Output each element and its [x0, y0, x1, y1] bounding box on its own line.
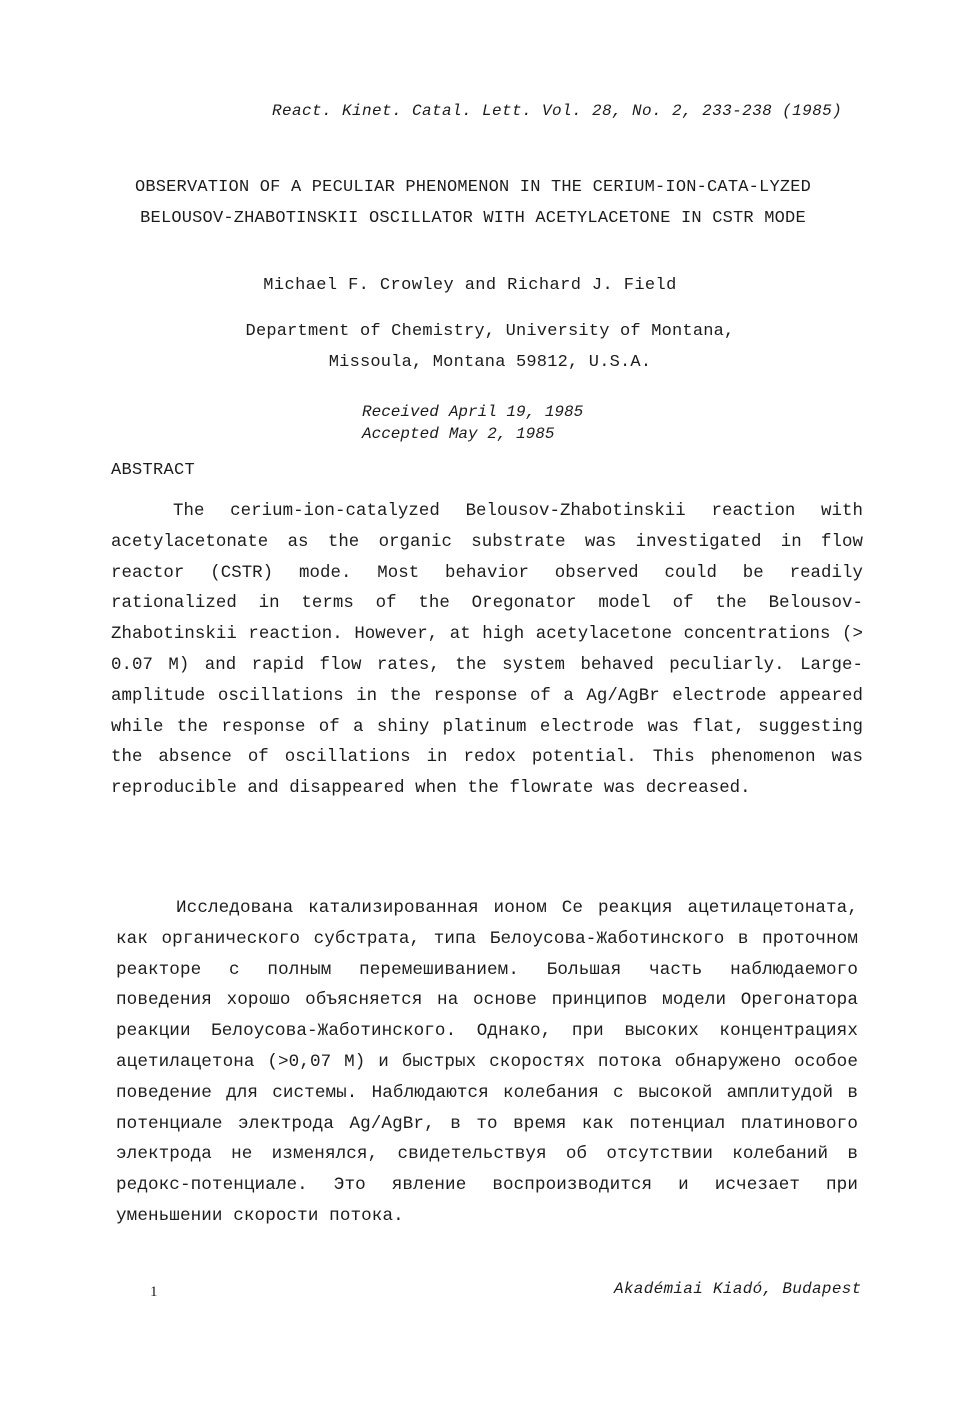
author-list: Michael F. Crowley and Richard J. Field	[263, 276, 677, 295]
received-date: April 19, 1985	[448, 403, 584, 421]
russian-abstract-body: Исследована катализированная ионом Ce реакция ацетилацетоната, как органического субстрата, типа Белоусова-Жаботинского в проточном реакторе с полным перемешиванием. Большая часть наблюдаемого поведения хорошо объясняется на основе принципов модели Орегонатора реакции Белоусова-Жаботинского. Однако, при высоких концентрациях ацетилацетона (>0,07 M) и быстрых скоростях потока обнаружено особое поведение для системы. Наблюдаются колебания с высокой амплитудой в потенциале электрода Ag/AgBr, в то время как потенциал платинового электрода не изменялся, свидетельствуя об отсутствии колебаний в редокс-потенциале. Это явление воспроизводится и исчезает при уменьшении скорости потока.	[116, 898, 858, 1226]
affiliation	[205, 316, 775, 378]
accepted-date: May 2, 1985	[448, 425, 555, 443]
received-label: Received	[362, 403, 439, 421]
page-number: 1	[150, 1284, 158, 1300]
affiliation-line-2: Missoula, Montana 59812, U.S.A.	[328, 353, 652, 372]
accepted-label: Accepted	[362, 425, 439, 443]
submission-dates	[362, 401, 593, 445]
abstract-heading: ABSTRACT	[111, 461, 196, 480]
abstract-body: The cerium-ion-catalyzed Belousov-Zhabotinskii reaction with acetylacetonate as the organic substrate was investigated in flow reactor (CSTR) mode. Most behavior observed could be readily rationalized in terms of the Oregonator model of the Belousov-Zhabotinskii reaction. However, at high acetylacetone concentrations (> 0.07 M) and rapid flow rates, the system behaved peculiarly. Large-amplitude oscillations in the response of a Ag/AgBr electrode appeared while the response of a shiny platinum electrode was flat, suggesting the absence of oscillations in redox potential. This phenomenon was reproducible and disappeared when the flowrate was decreased.	[111, 502, 863, 799]
publisher-name: Akadémiai Kiadó, Budapest	[614, 1280, 862, 1298]
journal-reference: React. Kinet. Catal. Lett. Vol. 28, No. 2, 233-238 (1985)	[272, 102, 843, 120]
paper-title: OBSERVATION OF A PECULIAR PHENOMENON IN THE CERIUM-ION-CATA-LYZED BELOUSOV-ZHABOTINSKII OSCILLATOR WITH ACETYLACETONE IN CSTR MODE	[134, 178, 812, 228]
affiliation-line-1: Department of Chemistry, University of Montana,	[245, 322, 735, 341]
